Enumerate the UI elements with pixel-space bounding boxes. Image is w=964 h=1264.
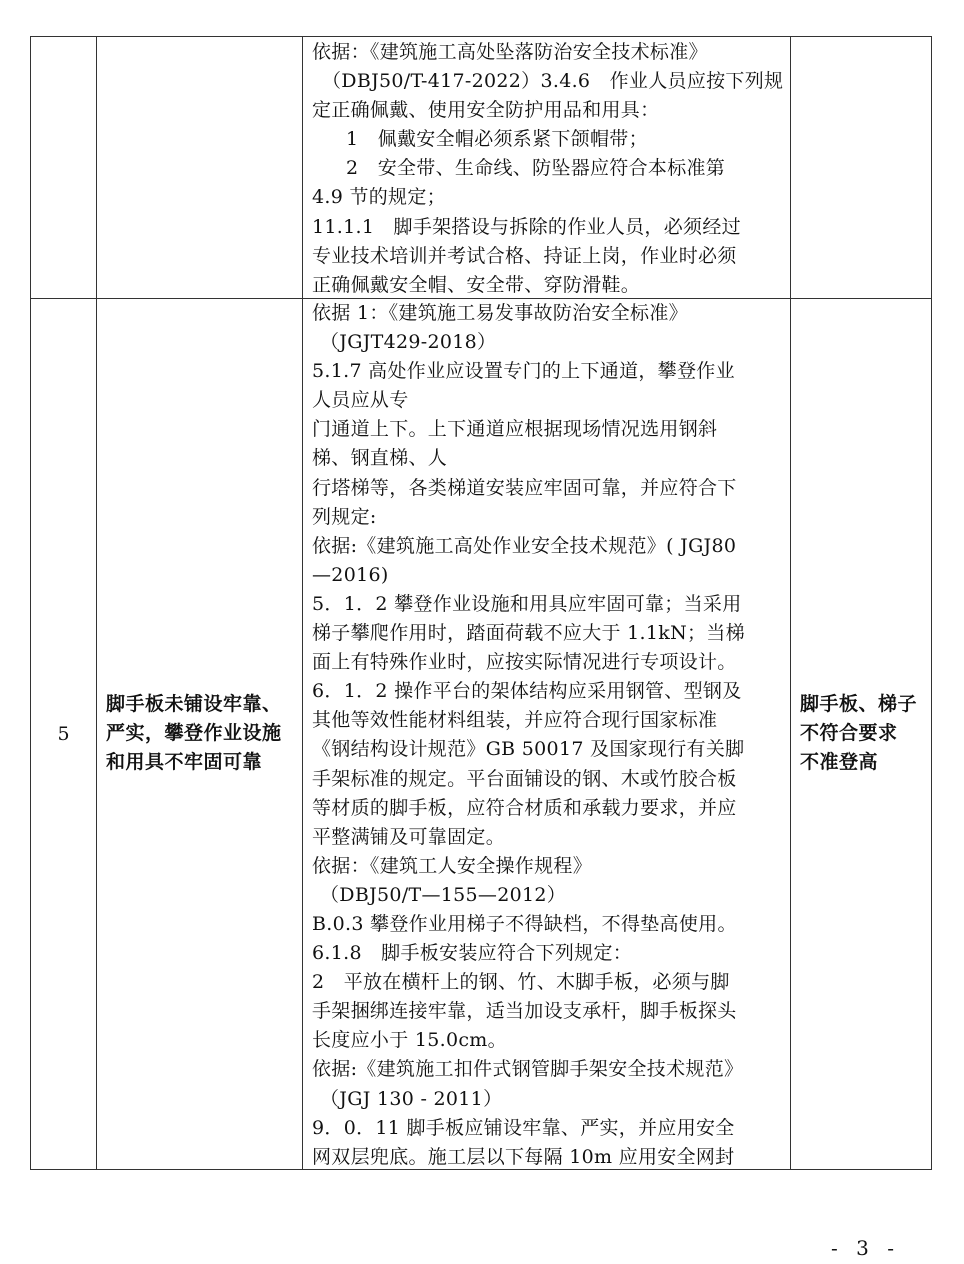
measure-line: 脚手板、梯子 [800, 693, 918, 715]
prev-row-number-cell [31, 37, 96, 298]
basis-line: 梯、钢直梯、人 [312, 447, 448, 470]
basis-line: （DBJ50/T—155—2012） [320, 883, 567, 906]
basis-line: 定正确佩戴、使用安全防护用品和用具： [312, 99, 660, 122]
prev-row-measure-cell [790, 37, 931, 298]
hazard-line: 严实，攀登作业设施 [106, 722, 282, 744]
basis-line: 2 平放在横杆上的钢、竹、木脚手板，必须与脚 [312, 971, 730, 994]
basis-line: 人员应从专 [312, 389, 409, 412]
basis-line: 长度应小于 15.0cm。 [312, 1029, 507, 1052]
basis-line: B.0.3 攀登作业用梯子不得缺档，不得垫高使用。 [312, 912, 737, 935]
basis-line: 手架捆绑连接牢靠，适当加设支承杆，脚手板探头 [312, 1000, 737, 1023]
basis-line: 5．1．2 攀登作业设施和用具应牢固可靠；当采用 [312, 592, 742, 615]
basis-line: 依据 1：《建筑施工易发事故防治安全标准》 [312, 302, 688, 324]
basis-line: 6.1.8 脚手板安装应符合下列规定： [312, 942, 633, 965]
basis-line: 依据：《建筑工人安全操作规程》 [312, 854, 593, 877]
basis-line: （DBJ50/T-417-2022）3.4.6 作业人员应按下列规 [322, 70, 784, 93]
basis-line: 其他等效性能材料组装，并应符合现行国家标准 [312, 709, 718, 732]
hazard-line: 脚手板未铺设牢靠、 [106, 693, 282, 715]
measure-line: 不符合要求 [800, 722, 898, 744]
basis-line: 4.9 节的规定； [312, 186, 446, 209]
basis-line: 6．1．2 操作平台的架体结构应采用钢管、型钢及 [312, 680, 742, 703]
basis-line: 11.1.1 脚手架搭设与拆除的作业人员，必须经过 [312, 215, 741, 238]
hazard-cell [96, 298, 302, 1169]
safety-table [30, 36, 932, 1170]
basis-line: 正确佩戴安全帽、安全带、穿防滑鞋。 [312, 273, 641, 296]
basis-line: 1 佩戴安全帽必须系紧下颌帽带； [346, 128, 648, 151]
basis-line: 面上有特殊作业时，应按实际情况进行专项设计。 [312, 651, 737, 674]
page-number: - 3 - [831, 1236, 900, 1260]
basis-line: 依据:《建筑施工扣件式钢管脚手架安全技术规范》 [312, 1058, 744, 1081]
row-number-cell [31, 298, 96, 1169]
basis-line: 专业技术培训并考试合格、持证上岗，作业时必须 [312, 244, 737, 267]
basis-line: 列规定: [312, 505, 377, 528]
basis-line: 行塔梯等，各类梯道安装应牢固可靠，并应符合下 [312, 476, 737, 499]
basis-line: 依据：《建筑施工高处坠落防治安全技术标准》 [312, 41, 708, 63]
basis-cell [302, 299, 790, 1169]
basis-line: 梯子攀爬作用时，踏面荷载不应大于 1.1kN；当梯 [312, 622, 745, 645]
basis-line: 5.1.7 高处作业应设置专门的上下通道，攀登作业 [312, 360, 735, 383]
basis-line: 门通道上下。上下通道应根据现场情况选用钢斜 [312, 418, 718, 441]
basis-line: 网双层兜底。施工层以下每隔 10m 应用安全网封 [312, 1145, 735, 1168]
basis-line: 9．0．11 脚手板应铺设牢靠、严实，并应用安全 [312, 1116, 735, 1139]
prev-row-basis-cell [302, 38, 790, 298]
prev-row-hazard-cell [96, 37, 302, 298]
basis-line: （JGJT429-2018） [320, 331, 497, 354]
basis-line: （JGJ 130 - 2011） [320, 1087, 503, 1110]
measure-cell [790, 298, 931, 1169]
basis-line: 平整满铺及可靠固定。 [312, 825, 506, 848]
measure-line: 不准登高 [800, 751, 879, 773]
basis-line: 依据:《建筑施工高处作业安全技术规范》( JGJ80 [312, 534, 737, 557]
hazard-line: 和用具不牢固可靠 [106, 751, 263, 773]
basis-line: —2016) [312, 563, 389, 586]
basis-line: 等材质的脚手板，应符合材质和承载力要求，并应 [312, 796, 737, 819]
basis-line: 手架标准的规定。平台面铺设的钢、木或竹胶合板 [312, 767, 737, 790]
basis-line: 《钢结构设计规范》GB 50017 及国家现行有关脚 [312, 738, 745, 761]
row-number: 5 [57, 722, 70, 745]
basis-line: 2 安全带、生命线、防坠器应符合本标准第 [346, 157, 726, 180]
